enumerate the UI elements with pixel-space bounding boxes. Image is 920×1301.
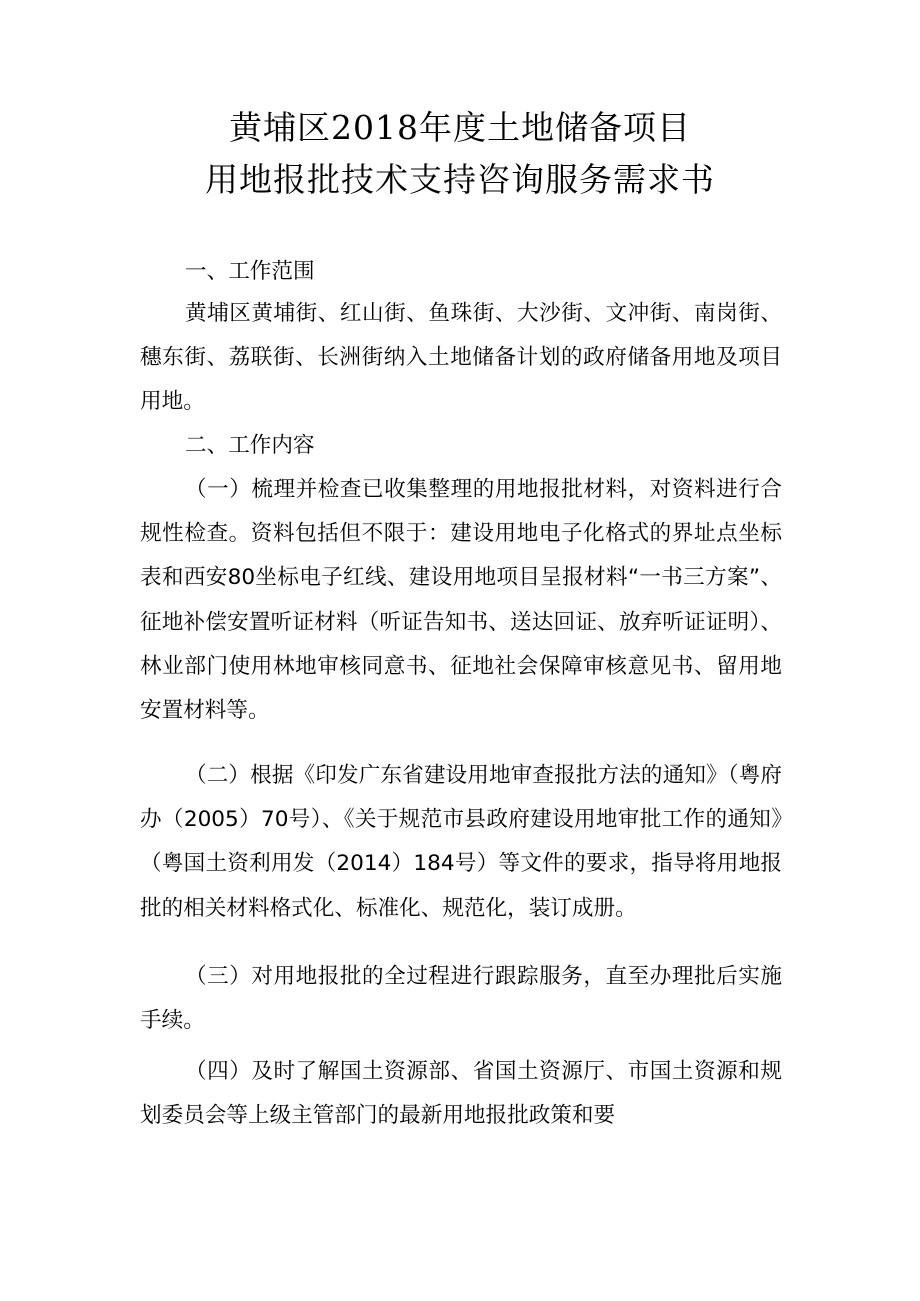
paragraph-item-2: （二）根据《印发广东省建设用地审查报批方法的通知》（粤府办（2005）70号）、《关于规范市县政府建设用地审批工作的通知》（粤国土资利用发（2014）184号）等文件的要求，指导将用地报批的相关材料格式化、标准化、规范化，装订成册。 (140, 763, 782, 921)
document-title-line-2: 用地报批技术支持咨询服务需求书 (205, 160, 715, 199)
paragraph-item-3: （三）对用地报批的全过程进行跟踪服务，直至办理批后实施手续。 (140, 964, 782, 1034)
section-heading-scope: 一、工作范围 (185, 259, 315, 284)
paragraph-item-4: （四）及时了解国土资源部、省国土资源厅、市国土资源和规划委员会等上级主管部门的最新用地报批政策和要 (140, 1059, 782, 1129)
document-title-line-1: 黄埔区2018年度土地储备项目 (229, 108, 691, 147)
paragraph-scope: 黄埔区黄埔街、红山街、鱼珠街、大沙街、文冲街、南岗街、穗东街、荔联街、长洲街纳入土地储备计划的政府储备用地及项目用地。 (140, 301, 782, 415)
section-heading-content: 二、工作内容 (185, 433, 315, 458)
paragraph-item-1: （一）梳理并检查已收集整理的用地报批材料，对资料进行合规性检查。资料包括但不限于：建设用地电子化格式的界址点坐标表和西安80坐标电子红线、建设用地项目呈报材料“一书三方案”、征地补偿安置听证材料（听证告知书、送达回证、放弃听证证明）、林业部门使用林地审核同意书、征地社会保障审核意见书、留用地安置材料等。 (140, 477, 782, 724)
